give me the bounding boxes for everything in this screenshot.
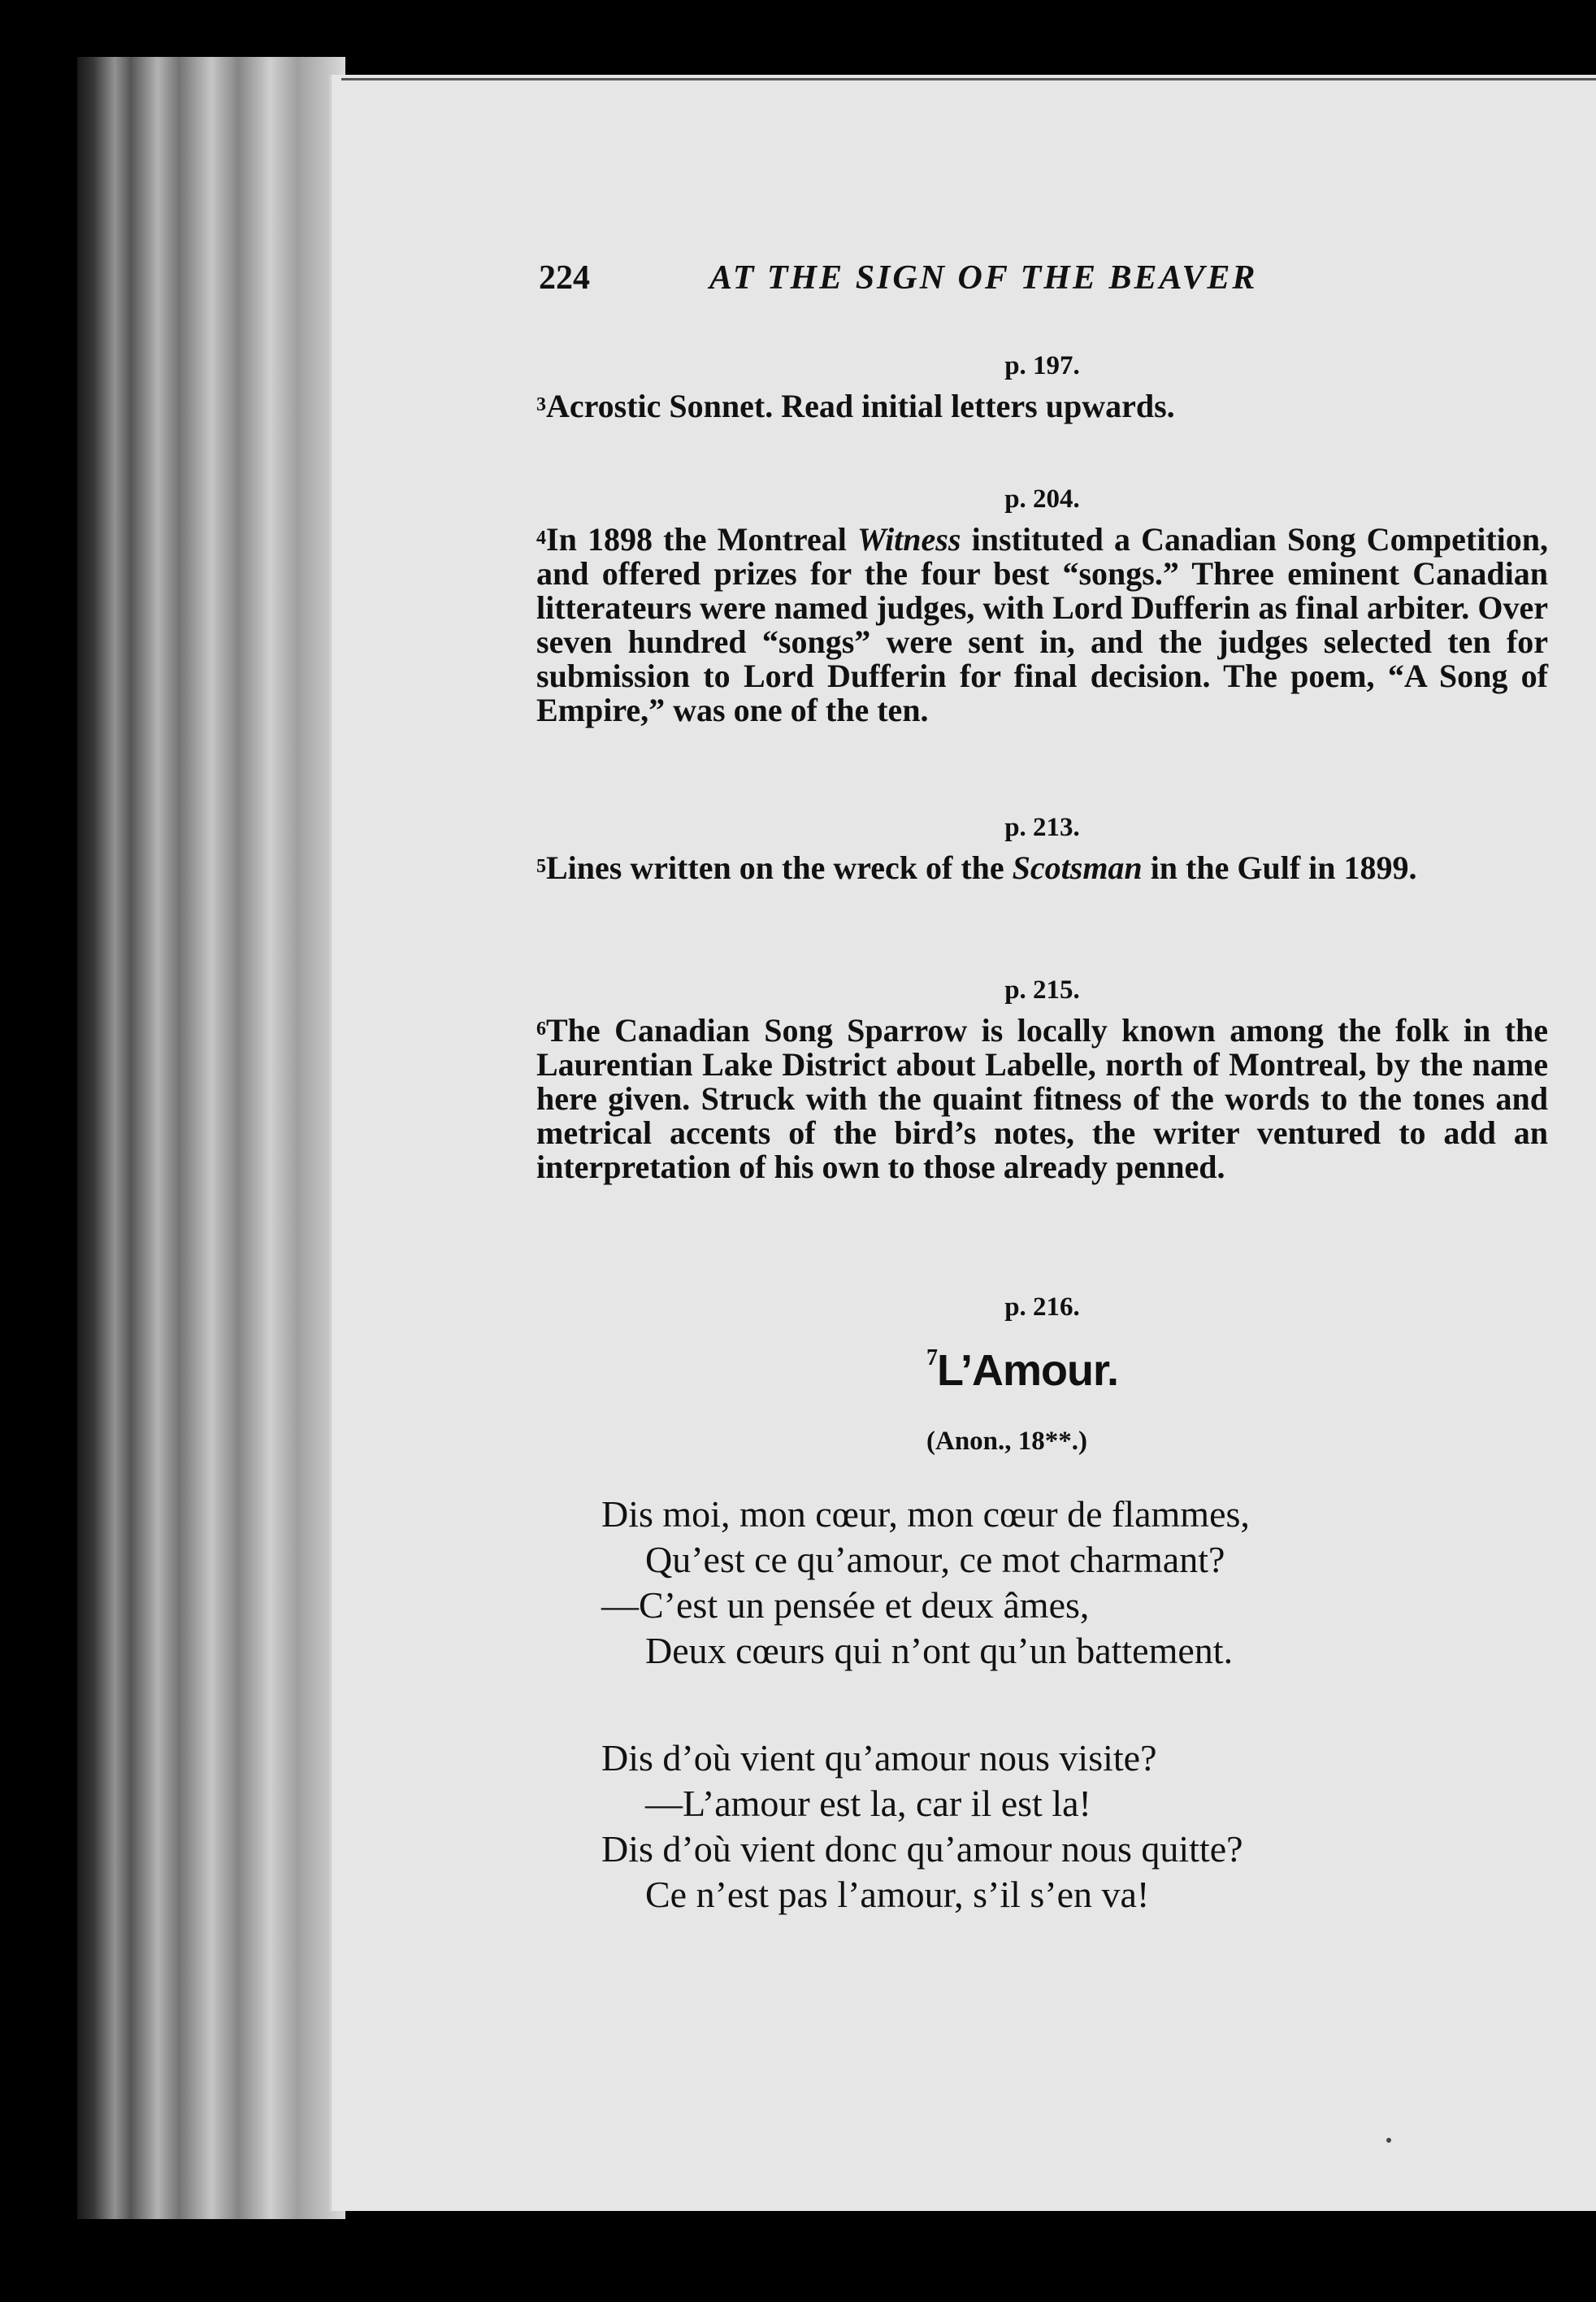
verse-line: Deux cœurs qui n’ont qu’un battement.	[645, 1630, 1234, 1671]
poem-stanza-1	[601, 1492, 1250, 1674]
newspaper-title: Witness	[857, 521, 961, 558]
note-block-4	[536, 484, 1548, 728]
verse-line: —L’amour est la, car il est la!	[645, 1783, 1091, 1824]
footnote-marker: 4	[536, 528, 546, 549]
poem-attribution: (Anon., 18**.)	[926, 1427, 1088, 1456]
book-page-edges	[77, 57, 345, 2219]
page-reference: p. 216.	[1004, 1292, 1080, 1322]
poem-title-text: L’Amour.	[937, 1346, 1119, 1395]
footnote-text: Acrostic Sonnet. Read initial letters upwards.	[546, 388, 1175, 424]
verse-line: Qu’est ce qu’amour, ce mot charmant?	[645, 1539, 1225, 1580]
print-speck	[1386, 2138, 1391, 2143]
poem-reference-block	[536, 1292, 1548, 1323]
footnote-marker: 6	[536, 1019, 546, 1040]
verse-line: Dis moi, mon cœur, mon cœur de flammes,	[601, 1493, 1250, 1535]
footnote	[536, 851, 1548, 885]
ship-name: Scotsman	[1012, 849, 1143, 886]
verse-line: Ce n’est pas l’amour, s’il s’en va!	[645, 1874, 1150, 1915]
note-block-6	[536, 975, 1548, 1184]
footnote	[536, 389, 1548, 423]
page-reference: p. 215.	[1004, 975, 1080, 1005]
top-rule	[341, 78, 1596, 80]
footnote	[536, 1014, 1548, 1184]
page-reference: p. 213.	[1004, 813, 1080, 842]
footnote-text: In 1898 the Montreal	[546, 521, 857, 558]
footnote-marker: 7	[926, 1345, 937, 1370]
verse-line: Dis d’où vient qu’amour nous visite?	[601, 1737, 1157, 1779]
footnote-marker: 5	[536, 856, 546, 877]
note-block-5	[536, 813, 1548, 885]
poem-stanza-2	[601, 1735, 1243, 1918]
footnote-text: Lines written on the wreck of the	[546, 849, 1013, 886]
verse-line: —C’est un pensée et deux âmes,	[601, 1584, 1090, 1626]
page-reference: p. 204.	[1004, 484, 1080, 514]
footnote-text: The Canadian Song Sparrow is locally known among the folk in the Laurentian Lake District about Labelle, north of Montreal, by the name here given. Struck with the quaint fitness of the words to the tones and metrical accents of the bird’s notes, the writer ventured to add an interpretation of his own to those already penned.	[536, 1012, 1548, 1185]
page-reference: p. 197.	[1004, 351, 1080, 380]
footnote-text: in the Gulf in 1899.	[1142, 849, 1417, 886]
page-number: 224	[539, 259, 590, 297]
running-head: AT THE SIGN OF THE BEAVER	[709, 259, 1258, 297]
footnote-text: instituted a Canadian Song Competition, and offered prizes for the four best “songs.” Three eminent Canadian litterateurs were named judges, with Lord Dufferin as final arbiter. Over seven hundred “songs” were sent in, and the judges selected ten for submission to Lord Dufferin for final decision. The poem, “A Song of Empire,” was one of the ten.	[536, 521, 1549, 728]
verse-line: Dis d’où vient donc qu’amour nous quitte?	[601, 1828, 1243, 1870]
footnote-marker: 3	[536, 394, 546, 415]
poem-title	[926, 1345, 1118, 1396]
note-block-3	[536, 351, 1548, 423]
page-header	[539, 258, 1392, 307]
footnote	[536, 523, 1548, 728]
